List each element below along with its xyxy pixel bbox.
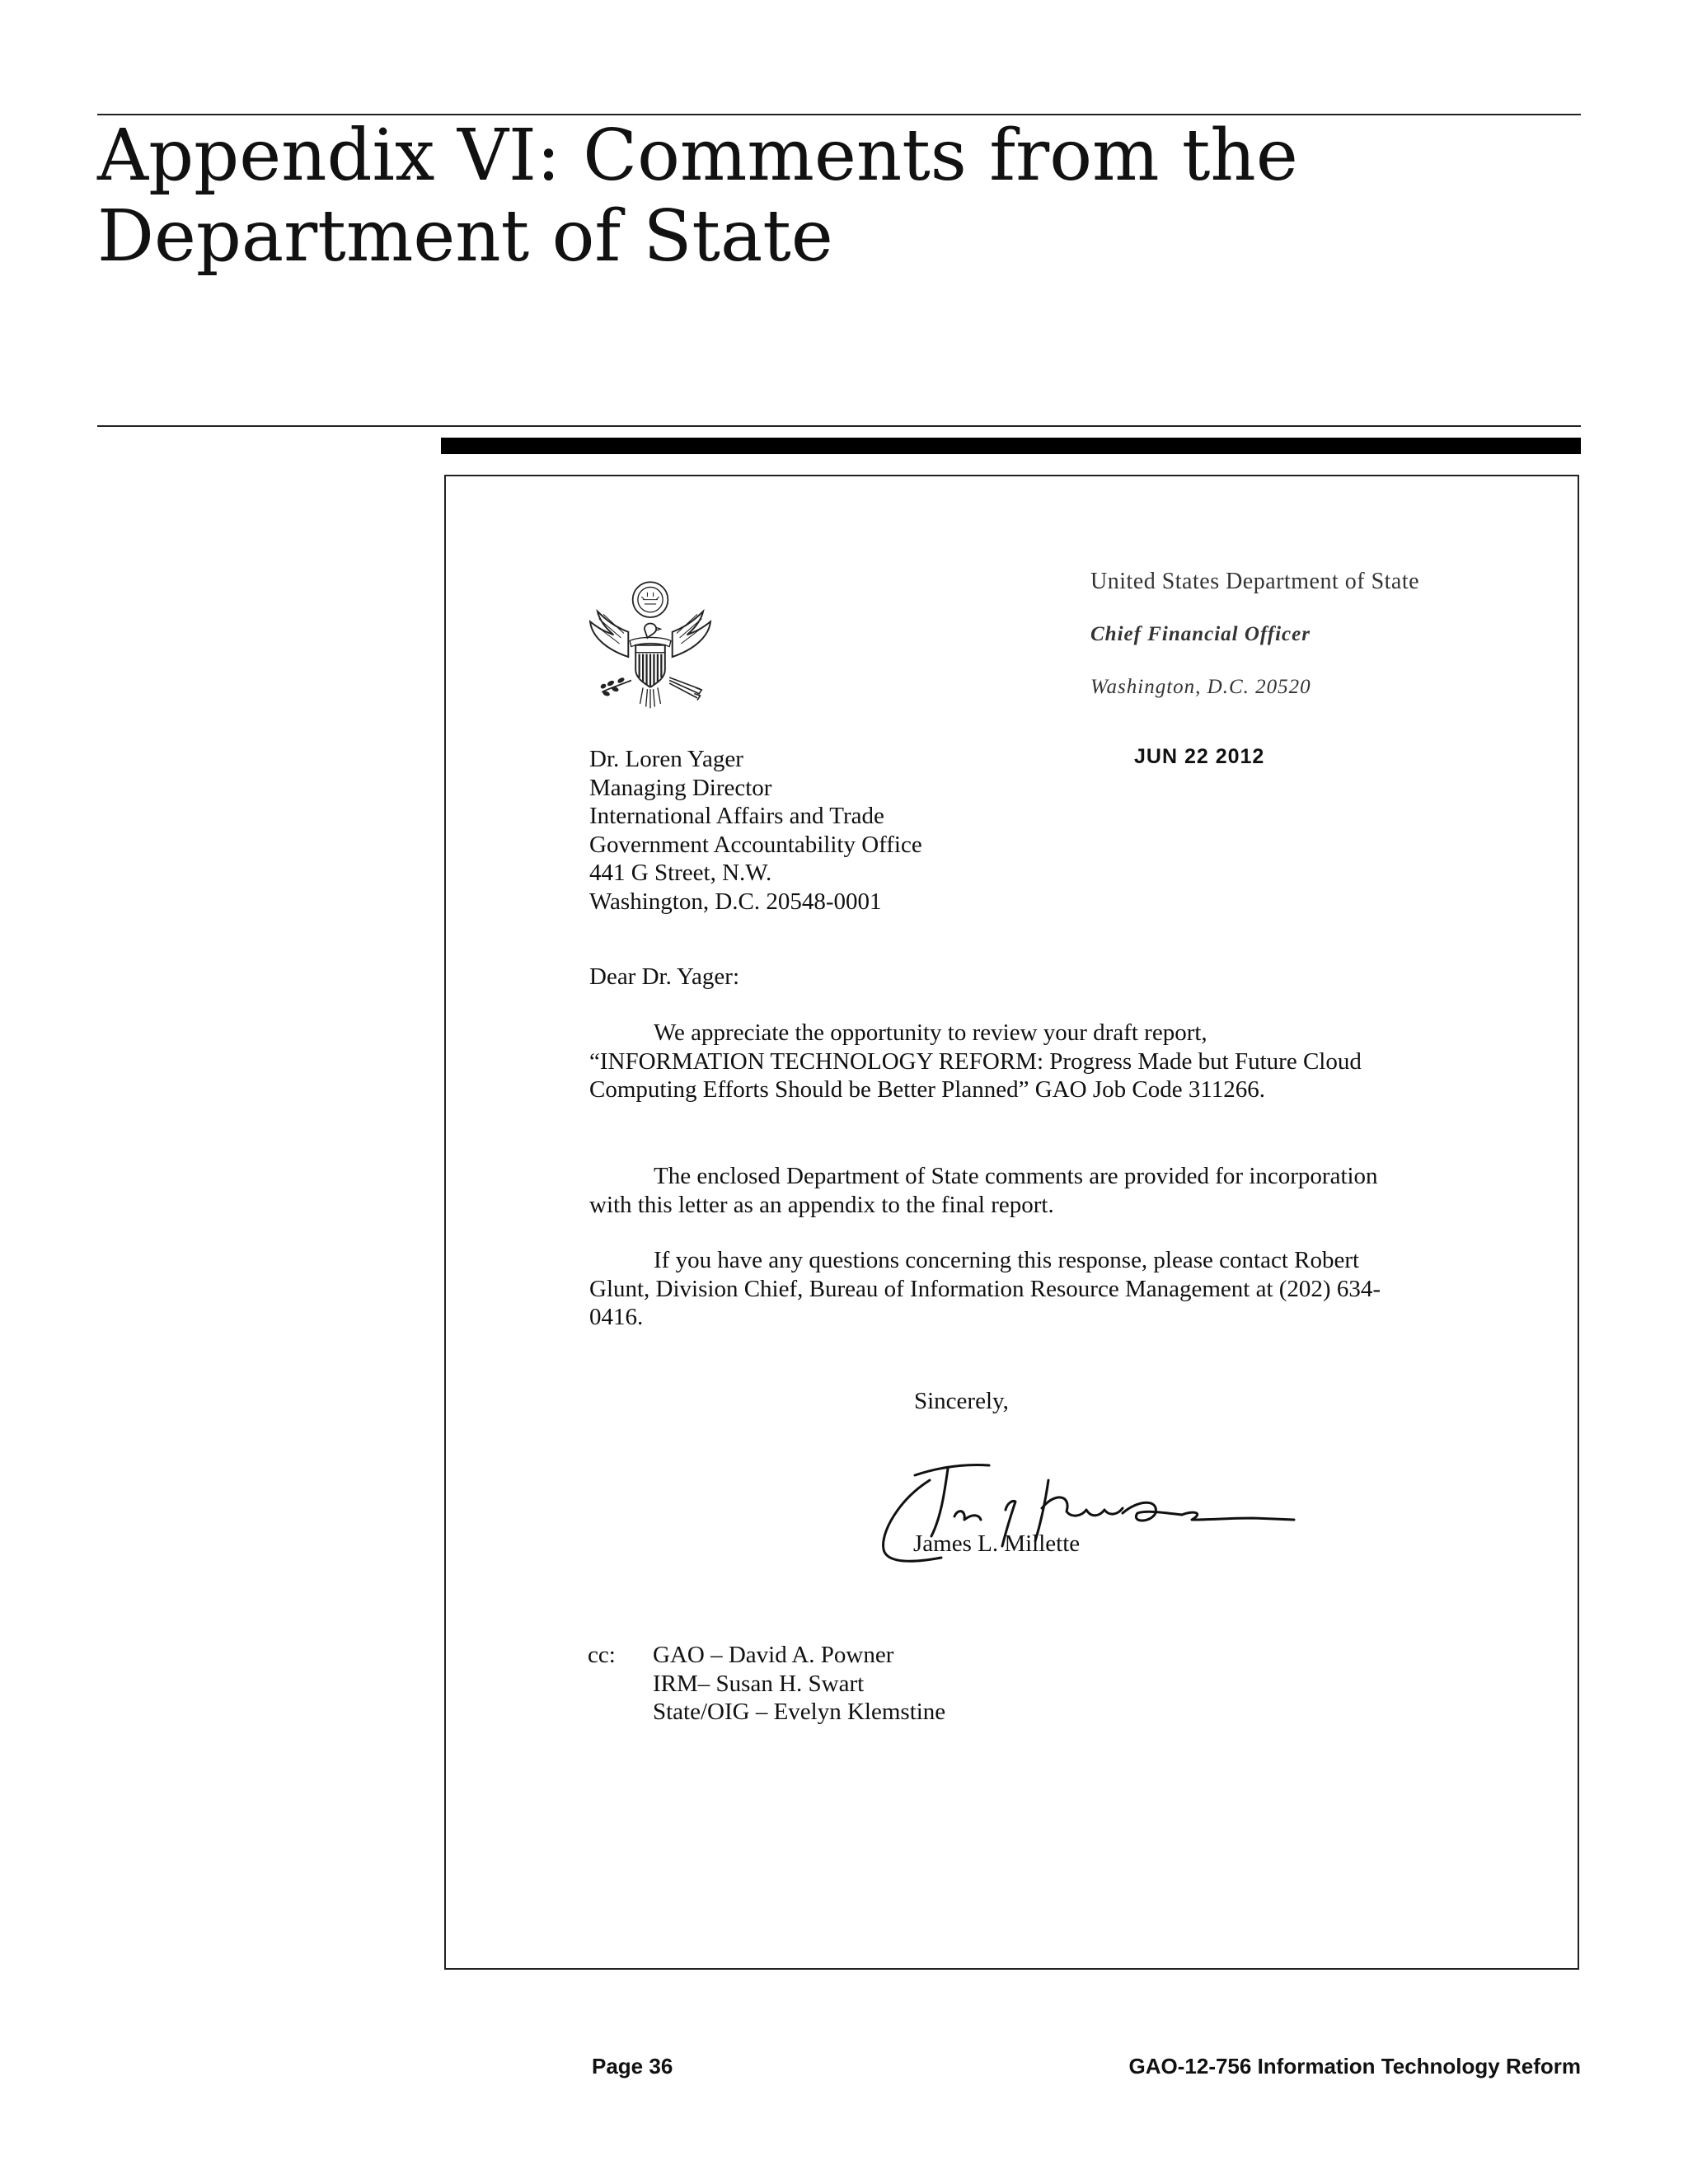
recipient-street: 441 G Street, N.W. bbox=[589, 860, 772, 886]
letterhead-office: Chief Financial Officer bbox=[1090, 623, 1311, 645]
cc-label: cc: bbox=[588, 1642, 616, 1668]
footer-page-number: Page 36 bbox=[592, 2054, 673, 2079]
great-seal-icon bbox=[577, 570, 724, 717]
cc-recipient: GAO – David A. Powner bbox=[653, 1642, 894, 1668]
salutation: Dear Dr. Yager: bbox=[589, 963, 740, 990]
letter-paragraph bbox=[589, 1246, 1381, 1332]
heavy-divider-bar bbox=[441, 438, 1581, 454]
recipient-name: Dr. Loren Yager bbox=[589, 746, 743, 772]
letter-paragraph bbox=[589, 1162, 1381, 1219]
title-line-1: Appendix VI: Comments from the bbox=[97, 115, 1298, 197]
recipient-organization: Government Accountability Office bbox=[589, 831, 922, 858]
paragraph-text: If you have any questions concerning this response, please contact Robert Glunt, Division Chief, Bureau of Information Resource Management at (202) 634-0416. bbox=[589, 1247, 1381, 1330]
letterhead-department: United States Department of State bbox=[1090, 569, 1420, 594]
cc-recipient: State/OIG – Evelyn Klemstine bbox=[653, 1699, 946, 1725]
cc-list bbox=[653, 1641, 945, 1727]
recipient-address bbox=[589, 745, 922, 916]
title-line-2: Department of State bbox=[97, 195, 833, 278]
cc-recipient: IRM– Susan H. Swart bbox=[653, 1670, 865, 1697]
closing: Sincerely, bbox=[914, 1388, 1009, 1414]
signer-name: James L. Millette bbox=[913, 1530, 1081, 1557]
recipient-title: Managing Director bbox=[589, 774, 772, 801]
letter-date-stamp: JUN 22 2012 bbox=[1134, 745, 1265, 768]
page-title bbox=[97, 115, 1334, 277]
paragraph-text: We appreciate the opportunity to review your draft report, “INFORMATION TECHNOLOGY REFORM: Progress Made but Future Cloud Computing Efforts Should be Better Planned” GAO Job Code 311266. bbox=[589, 1019, 1362, 1103]
recipient-division: International Affairs and Trade bbox=[589, 803, 884, 829]
paragraph-text: The enclosed Department of State comments are provided for incorporation with this letter as an appendix to the final report. bbox=[589, 1163, 1378, 1218]
footer-report-id: GAO-12-756 Information Technology Reform bbox=[1128, 2054, 1581, 2079]
recipient-city: Washington, D.C. 20548-0001 bbox=[589, 888, 882, 915]
section-rule bbox=[97, 425, 1581, 427]
letterhead-city: Washington, D.C. 20520 bbox=[1090, 676, 1311, 698]
letter-paragraph bbox=[589, 1019, 1381, 1104]
letterhead bbox=[1090, 569, 1420, 698]
